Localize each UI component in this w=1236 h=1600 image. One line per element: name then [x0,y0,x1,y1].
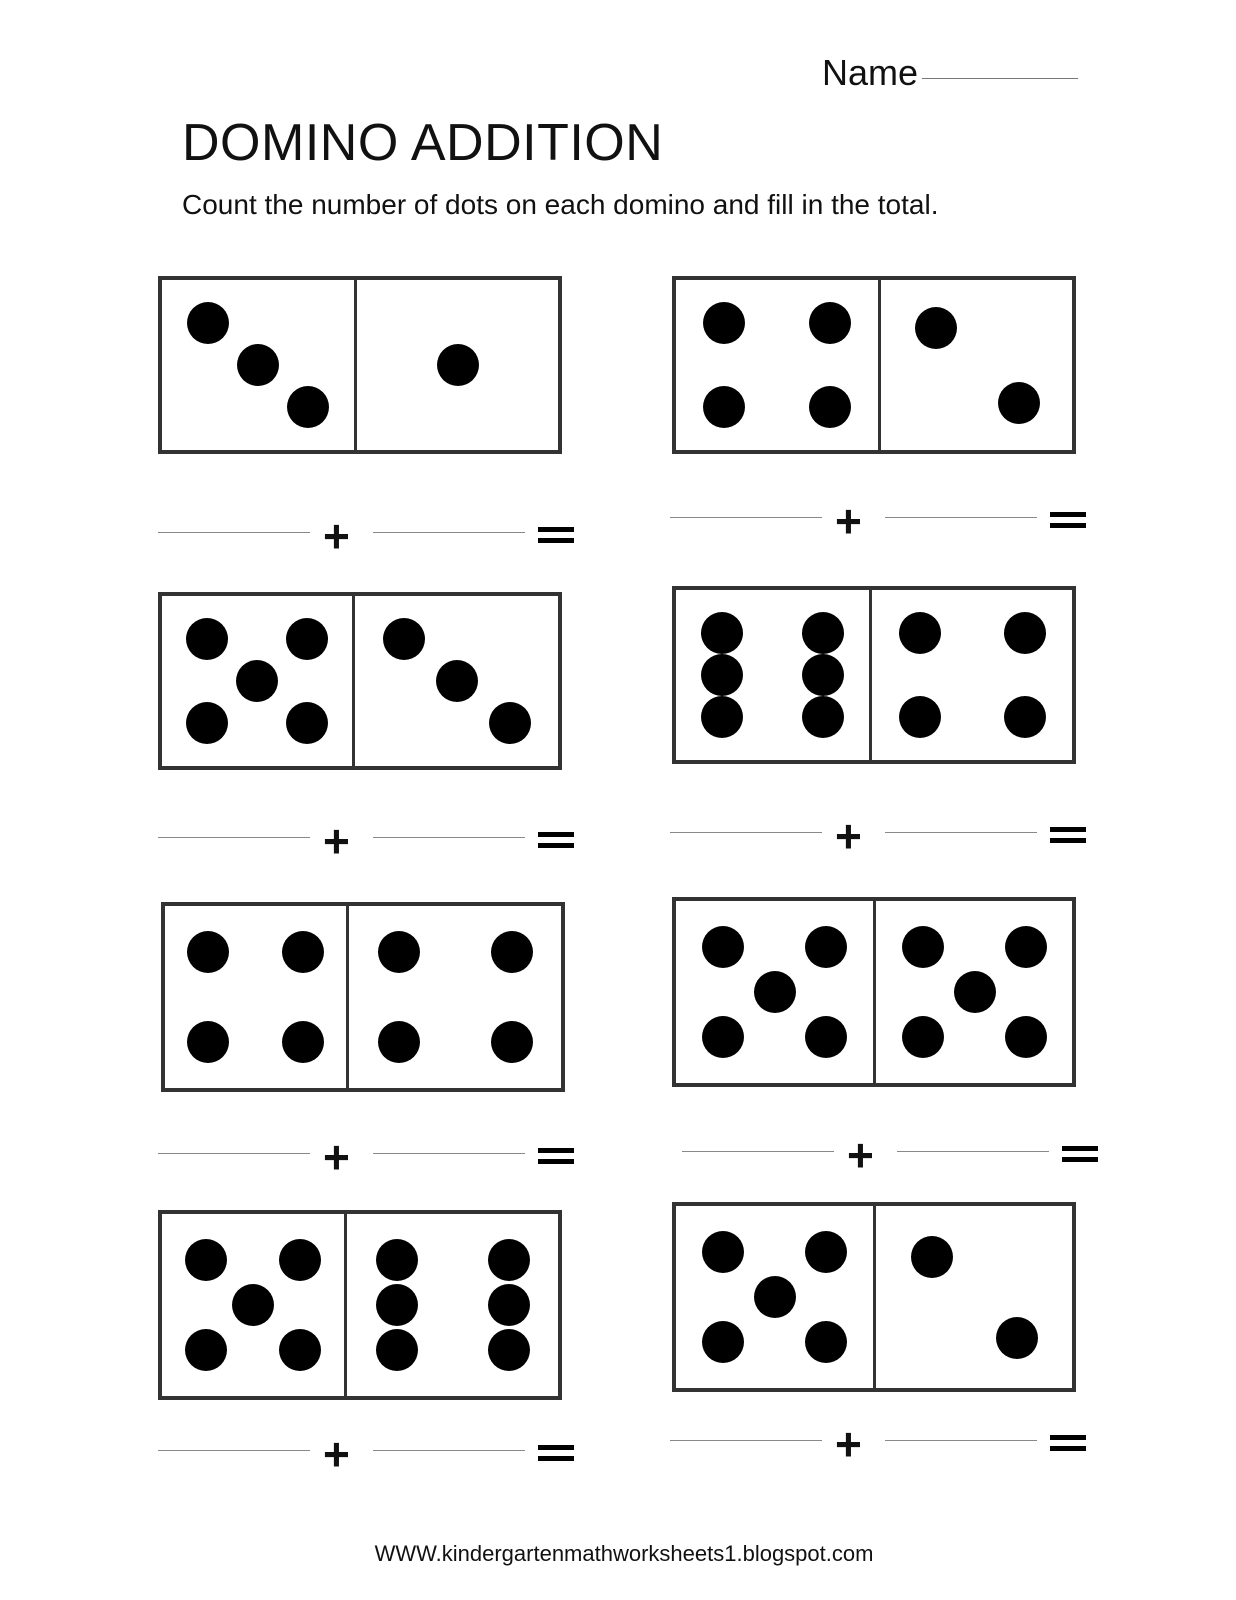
domino-dot [187,1021,229,1063]
addend-blank-left[interactable] [158,1153,310,1154]
domino-dot [282,1021,324,1063]
domino-dot [996,1317,1038,1359]
plus-sign: + [835,810,862,862]
addend-blank-right[interactable] [885,1440,1037,1441]
domino-dot [378,931,420,973]
plus-sign: + [835,495,862,547]
domino-divider [346,902,349,1092]
addend-blank-right[interactable] [373,532,525,533]
domino-dot [754,971,796,1013]
addend-blank-left[interactable] [670,517,822,518]
domino-dot [899,612,941,654]
domino-dot [702,1016,744,1058]
domino-dot [488,1329,530,1371]
domino-dot [186,702,228,744]
name-field[interactable] [922,78,1078,79]
domino-dot [186,618,228,660]
plus-sign: + [323,815,350,867]
domino-dot [376,1329,418,1371]
domino-dot [915,307,957,349]
domino-dot [237,344,279,386]
addend-blank-left[interactable] [670,832,822,833]
domino-8 [672,1202,1076,1392]
domino-dot [702,926,744,968]
domino-dot [437,344,479,386]
domino-dot [282,931,324,973]
domino-dot [286,618,328,660]
domino-dot [488,1239,530,1281]
domino-dot [809,386,851,428]
domino-dot [236,660,278,702]
addend-blank-right[interactable] [373,1153,525,1154]
domino-half-right [873,590,1072,760]
addend-blank-left[interactable] [158,532,310,533]
domino-half-right [877,1206,1072,1388]
domino-dot [703,386,745,428]
addend-blank-right[interactable] [885,517,1037,518]
domino-dot [702,1321,744,1363]
plus-sign: + [323,1131,350,1183]
domino-4 [672,586,1076,764]
domino-dot [701,654,743,696]
domino-dot [701,696,743,738]
domino-half-right [877,901,1072,1083]
domino-half-right [882,280,1072,450]
domino-half-left [676,901,873,1083]
domino-half-left [162,280,354,450]
plus-sign: + [323,1428,350,1480]
domino-half-left [676,280,878,450]
domino-divider [873,1202,876,1392]
addend-blank-left[interactable] [158,837,310,838]
plus-sign: + [847,1129,874,1181]
domino-dot [805,1231,847,1273]
domino-dot [703,302,745,344]
domino-divider [878,276,881,454]
domino-half-left [162,596,352,766]
domino-divider [354,276,357,454]
domino-6 [672,897,1076,1087]
addend-blank-left[interactable] [682,1151,834,1152]
domino-dot [701,612,743,654]
domino-dot [911,1236,953,1278]
domino-dot [488,1284,530,1326]
name-label: Name [822,52,919,93]
addend-blank-right[interactable] [885,832,1037,833]
domino-half-right [358,280,558,450]
domino-dot [376,1284,418,1326]
domino-dot [954,971,996,1013]
domino-dot [1005,926,1047,968]
addend-blank-right[interactable] [373,837,525,838]
domino-divider [869,586,872,764]
domino-2 [672,276,1076,454]
domino-divider [873,897,876,1087]
domino-dot [489,702,531,744]
domino-dot [279,1239,321,1281]
domino-dot [805,926,847,968]
domino-dot [802,696,844,738]
domino-dot [491,1021,533,1063]
domino-dot [185,1239,227,1281]
domino-dot [187,931,229,973]
domino-dot [1005,1016,1047,1058]
footer-url: WWW.kindergartenmathworksheets1.blogspot.com [374,1541,874,1566]
domino-dot [902,1016,944,1058]
domino-divider [352,592,355,770]
domino-5 [161,902,565,1092]
domino-dot [232,1284,274,1326]
domino-divider [344,1210,347,1400]
addend-blank-right[interactable] [373,1450,525,1451]
domino-dot [802,612,844,654]
domino-half-right [350,906,561,1088]
domino-dot [809,302,851,344]
addend-blank-left[interactable] [670,1440,822,1441]
domino-dot [754,1276,796,1318]
domino-half-left [165,906,346,1088]
domino-dot [702,1231,744,1273]
domino-dot [998,382,1040,424]
domino-dot [1004,612,1046,654]
addend-blank-left[interactable] [158,1450,310,1451]
domino-dot [802,654,844,696]
domino-half-right [356,596,558,766]
plus-sign: + [323,510,350,562]
domino-dot [187,302,229,344]
domino-half-left [676,1206,873,1388]
domino-dot [279,1329,321,1371]
domino-dot [286,702,328,744]
domino-dot [1004,696,1046,738]
domino-dot [378,1021,420,1063]
domino-half-left [676,590,869,760]
domino-dot [902,926,944,968]
worksheet-title: DOMINO ADDITION [182,114,664,172]
domino-dot [436,660,478,702]
instructions: Count the number of dots on each domino and fill in the total. [182,189,939,220]
domino-dot [899,696,941,738]
plus-sign: + [835,1418,862,1470]
domino-1 [158,276,562,454]
domino-half-left [162,1214,344,1396]
domino-dot [491,931,533,973]
domino-7 [158,1210,562,1400]
domino-half-right [348,1214,558,1396]
domino-3 [158,592,562,770]
domino-dot [805,1016,847,1058]
domino-dot [287,386,329,428]
domino-dot [185,1329,227,1371]
domino-dot [376,1239,418,1281]
addend-blank-right[interactable] [897,1151,1049,1152]
domino-dot [383,618,425,660]
domino-dot [805,1321,847,1363]
